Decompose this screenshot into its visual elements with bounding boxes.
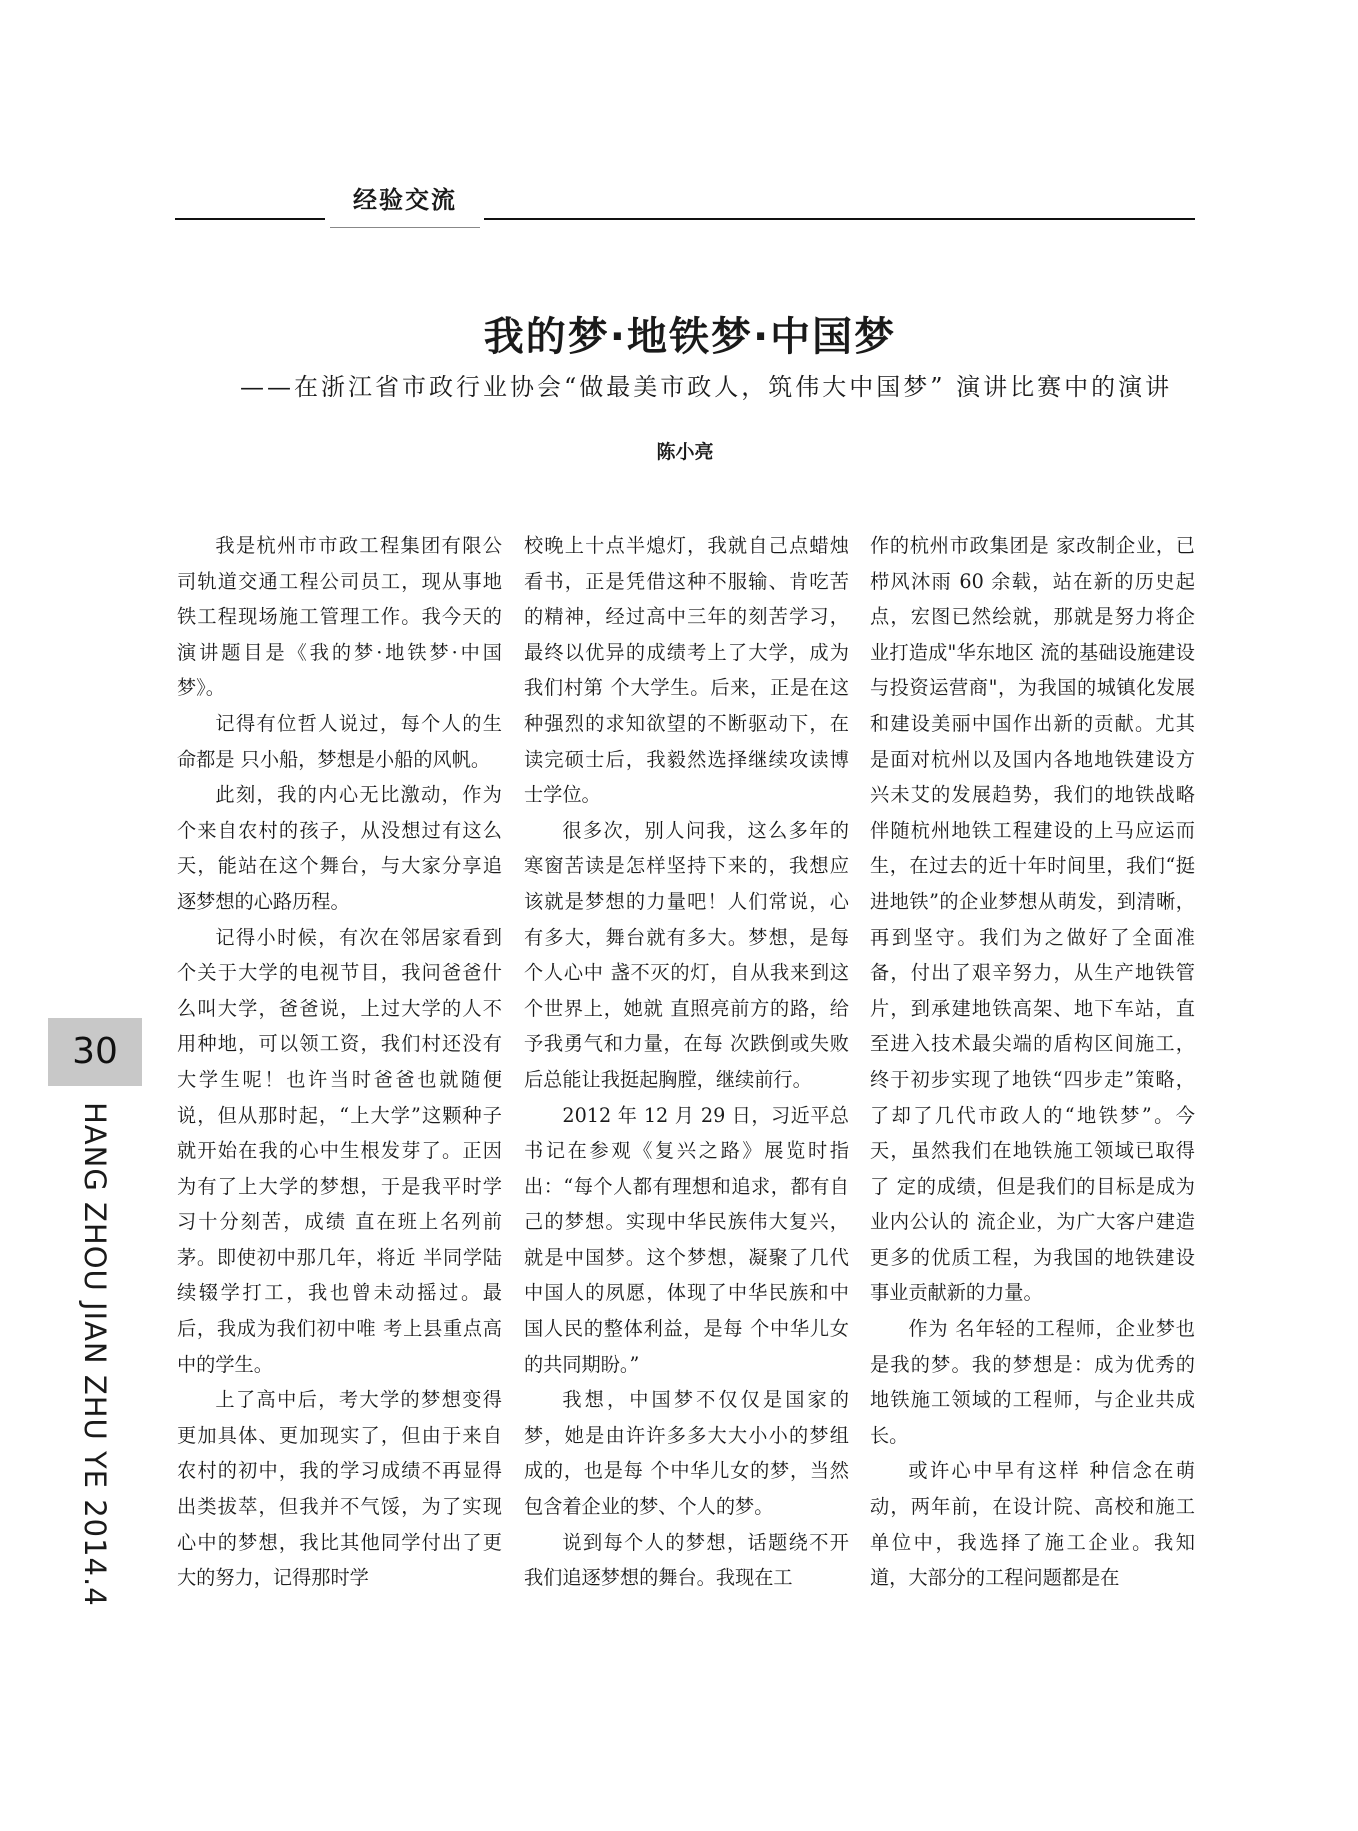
paragraph: 记得小时候，有次在邻居家看到 个关于大学的电视节目，我问爸爸什么叫大学，爸爸说，上过大学的人不用种地，可以领工资，我们村还没有大学生呢！也许当时爸爸也就随便 说，但从那时起，“上大学”这颗种子就开始在我的心中生根发芽了。正因为有了上大学的梦想，于是我平时学习十分刻苦，成绩 直在班上名列前茅。即使初中那几年，将近 半同学陆续辍学打工，我也曾未动摇过。最后，我成为我们初中唯 考上县重点高中的学生。	[177, 925, 502, 1376]
paragraph: 我想，中国梦不仅仅是国家的梦，她是由许许多多大大小小的梦组成的，也是每 个中华儿女的梦，当然包含着企业的梦、个人的梦。	[524, 1388, 849, 1519]
article-title: 我的梦·地铁梦·中国梦	[483, 314, 897, 360]
article-author: 陈小亮	[656, 441, 714, 463]
header-rule-right	[484, 218, 1195, 220]
paragraph: 作的杭州市政集团是 家改制企业，已栉风沐雨 60 余载，站在新的历史起点，宏图已然绘就，那就是努力将企业打造成"华东地区 流的基础设施建设与投资运营商"，为我国的城镇化发展和建设美丽中国作出新的贡献。尤其是面对杭州以及国内各地地铁建设方兴未艾的发展趋势，我们的地铁战略伴随杭州地铁工程建设的上马应运而生，在过去的近十年时间里，我们“挺进地铁”的企业梦想从萌发，到清晰，再到坚守。我们为之做好了全面准备，付出了艰辛努力，从生产地铁管片，到承建地铁高架、地下车站，直至进入技术最尖端的盾构区间施工，终于初步实现了地铁“四步走”策略，了却了几代市政人的“地铁梦”。今天，虽然我们在地铁施工领域已取得了 定的成绩，但是我们的目标是成为业内公认的 流企业，为广大客户建造更多的优质工程，为我国的地铁建设事业贡献新的力量。	[870, 534, 1195, 1305]
journal-name: HANG ZHOU JIAN ZHU YE 2014.4	[78, 1102, 112, 1607]
section-label: 经验交流	[330, 183, 480, 228]
paragraph: 很多次，别人问我，这么多年的寒窗苦读是怎样坚持下来的，我想应该就是梦想的力量吧！人们常说，心有多大，舞台就有多大。梦想，是每个人心中 盏不灭的灯，自从我来到这个世界上，她就 直照亮前方的路，给予我勇气和力量，在每 次跌倒或失败后总能让我挺起胸膛，继续前行。	[524, 818, 849, 1091]
paragraph: 说到每个人的梦想，话题绕不开我们追逐梦想的舞台。我现在工	[524, 1530, 849, 1590]
text-column-2	[524, 528, 849, 1596]
paragraph: 校晚上十点半熄灯，我就自己点蜡烛看书，正是凭借这种不服输、肯吃苦的精神，经过高中三年的刻苦学习，最终以优异的成绩考上了大学，成为我们村第 个大学生。后来，正是在这种强烈的求知欲望的不断驱动下，在读完硕士后，我毅然选择继续攻读博士学位。	[524, 534, 849, 807]
paragraph: 记得有位哲人说过，每个人的生命都是 只小船，梦想是小船的风帆。	[177, 711, 502, 771]
paragraph: 2012 年 12 月 29 日，习近平总书记在参观《复兴之路》展览时指出：“每个人都有理想和追求，都有自己的梦想。实现中华民族伟大复兴，就是中国梦。这个梦想，凝聚了几代中国人的夙愿，体现了中华民族和中国人民的整体利益，是每 个中华儿女的共同期盼。”	[524, 1103, 849, 1376]
paragraph: 作为 名年轻的工程师，企业梦也是我的梦。我的梦想是：成为优秀的地铁施工领域的工程师，与企业共成长。	[870, 1317, 1195, 1447]
header-rule-left	[175, 218, 325, 220]
paragraph: 此刻，我的内心无比激动，作为 个来自农村的孩子，从没想过有这么 天，能站在这个舞台，与大家分享追逐梦想的心路历程。	[177, 783, 502, 913]
paragraph: 我是杭州市市政工程集团有限公司轨道交通工程公司员工，现从事地铁工程现场施工管理工作。我今天的演讲题目是《我的梦·地铁梦·中国梦》。	[177, 534, 502, 700]
text-column-1	[177, 528, 502, 1596]
article-subtitle: ——在浙江省市政行业协会“做最美市政人，筑伟大中国梦” 演讲比赛中的演讲	[240, 373, 1173, 401]
page-number: 30	[48, 1018, 142, 1086]
text-column-3	[870, 528, 1195, 1596]
paragraph: 或许心中早有这样 种信念在萌动，两年前，在设计院、高校和施工单位中，我选择了施工企业。我知道，大部分的工程问题都是在	[870, 1459, 1195, 1590]
paragraph: 上了高中后，考大学的梦想变得更加具体、更加现实了，但由于来自农村的初中，我的学习成绩不再显得出类拔萃，但我并不气馁，为了实现心中的梦想，我比其他同学付出了更大的努力，记得那时学	[177, 1388, 502, 1590]
